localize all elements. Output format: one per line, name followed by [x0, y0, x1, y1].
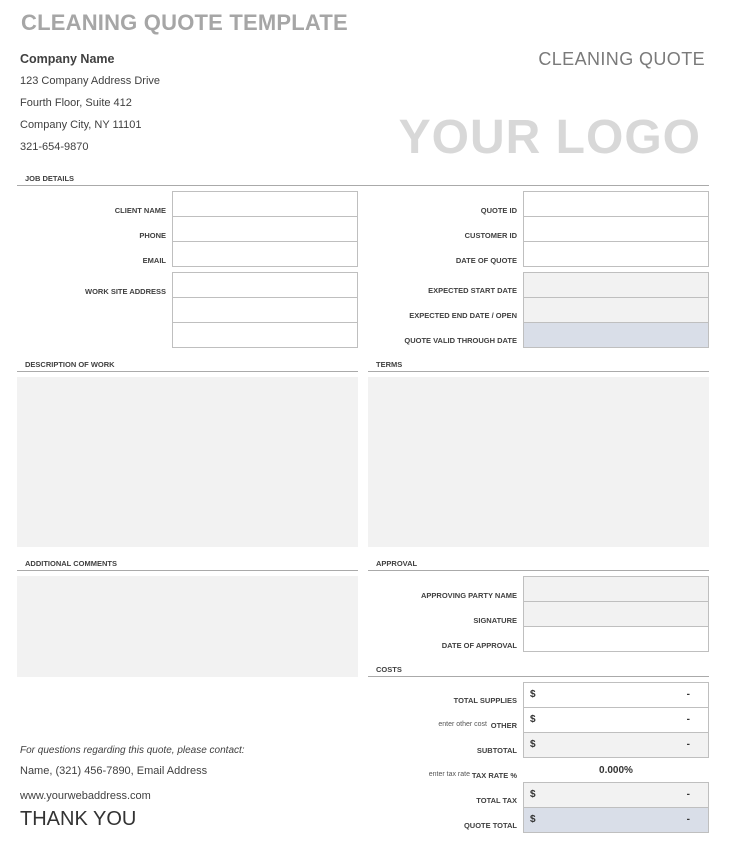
total-tax-currency: $: [530, 789, 536, 800]
signature-label: SIGNATURE: [473, 616, 517, 625]
phone-label: PHONE: [139, 231, 166, 240]
customer-id-label: CUSTOMER ID: [464, 231, 517, 240]
company-name: Company Name: [20, 52, 115, 66]
email-field[interactable]: [172, 241, 358, 267]
total-supplies-field[interactable]: [523, 682, 709, 708]
client-name-label: CLIENT NAME: [114, 206, 166, 215]
contact-info: Name, (321) 456-7890, Email Address: [20, 765, 208, 777]
address-line-2: Fourth Floor, Suite 412: [20, 97, 132, 109]
total-supplies-value: -: [686, 689, 690, 700]
date-of-quote-field[interactable]: [523, 241, 709, 267]
subtotal-currency: $: [530, 739, 536, 750]
phone-field[interactable]: [172, 216, 358, 242]
signature-field[interactable]: [523, 601, 709, 627]
quote-total-field: [523, 807, 709, 833]
expected-end-date-label: EXPECTED END DATE / OPEN: [409, 311, 517, 320]
company-phone: 321-654-9870: [20, 141, 89, 153]
tax-rate-value[interactable]: 0.000%: [599, 765, 633, 776]
job-details-rule: [17, 185, 709, 186]
expected-end-date-field[interactable]: [523, 297, 709, 323]
description-rule: [17, 371, 358, 372]
contact-question: For questions regarding this quote, please contact:: [20, 745, 245, 756]
work-site-address-line-2[interactable]: [172, 297, 358, 323]
terms-rule: [368, 371, 709, 372]
terms-label: TERMS: [376, 360, 403, 369]
quote-id-label: QUOTE ID: [480, 206, 517, 215]
costs-rule: [368, 676, 709, 677]
client-name-field[interactable]: [172, 191, 358, 217]
subtotal-value: -: [686, 739, 690, 750]
other-cost-field[interactable]: [523, 707, 709, 733]
work-site-address-line-3[interactable]: [172, 322, 358, 348]
quote-id-field[interactable]: [523, 191, 709, 217]
cleaning-quote-label: CLEANING QUOTE: [538, 49, 705, 69]
approval-label: APPROVAL: [376, 559, 418, 568]
approving-party-name-label: APPROVING PARTY NAME: [421, 591, 517, 600]
other-currency: $: [530, 714, 536, 725]
subtotal-label: SUBTOTAL: [476, 746, 517, 755]
page-title: CLEANING QUOTE TEMPLATE: [21, 10, 348, 35]
costs-label: COSTS: [376, 665, 402, 674]
approval-rule: [368, 570, 709, 571]
date-of-approval-field[interactable]: [523, 626, 709, 652]
tax-rate-note: enter tax rate: [428, 771, 470, 778]
total-supplies-currency: $: [530, 689, 536, 700]
website-link[interactable]: www.yourwebaddress.com: [20, 790, 151, 802]
description-of-work-area[interactable]: [17, 377, 358, 547]
terms-area[interactable]: [368, 377, 709, 547]
thank-you: THANK YOU: [20, 808, 137, 830]
expected-start-date-field[interactable]: [523, 272, 709, 298]
work-site-address-line-1[interactable]: [172, 272, 358, 298]
email-label: EMAIL: [142, 256, 166, 265]
expected-start-date-label: EXPECTED START DATE: [428, 286, 517, 295]
date-of-approval-label: DATE OF APPROVAL: [441, 641, 517, 650]
quote-valid-through-field[interactable]: [523, 322, 709, 348]
quote-total-currency: $: [530, 814, 536, 825]
subtotal-field: [523, 732, 709, 758]
description-of-work-label: DESCRIPTION OF WORK: [25, 360, 115, 369]
additional-comments-area[interactable]: [17, 576, 358, 677]
total-tax-value: -: [686, 789, 690, 800]
additional-comments-rule: [17, 570, 358, 571]
work-site-address-label: WORK SITE ADDRESS: [85, 287, 166, 296]
quote-total-value: -: [686, 814, 690, 825]
other-value: -: [686, 714, 690, 725]
logo-placeholder: YOUR LOGO: [398, 111, 701, 164]
other-label: OTHER: [490, 721, 517, 730]
address-line-3: Company City, NY 11101: [20, 119, 142, 131]
quote-valid-through-label: QUOTE VALID THROUGH DATE: [404, 336, 517, 345]
tax-rate-label: TAX RATE %: [471, 771, 517, 780]
additional-comments-label: ADDITIONAL COMMENTS: [25, 559, 117, 568]
total-tax-field: [523, 782, 709, 808]
address-line-1: 123 Company Address Drive: [20, 75, 161, 87]
date-of-quote-label: DATE OF QUOTE: [455, 256, 517, 265]
quote-total-label: QUOTE TOTAL: [463, 821, 517, 830]
total-supplies-label: TOTAL SUPPLIES: [453, 696, 517, 705]
total-tax-label: TOTAL TAX: [476, 796, 517, 805]
customer-id-field[interactable]: [523, 216, 709, 242]
approving-party-name-field[interactable]: [523, 576, 709, 602]
job-details-label: JOB DETAILS: [25, 174, 75, 183]
other-cost-note: enter other cost: [438, 721, 487, 728]
